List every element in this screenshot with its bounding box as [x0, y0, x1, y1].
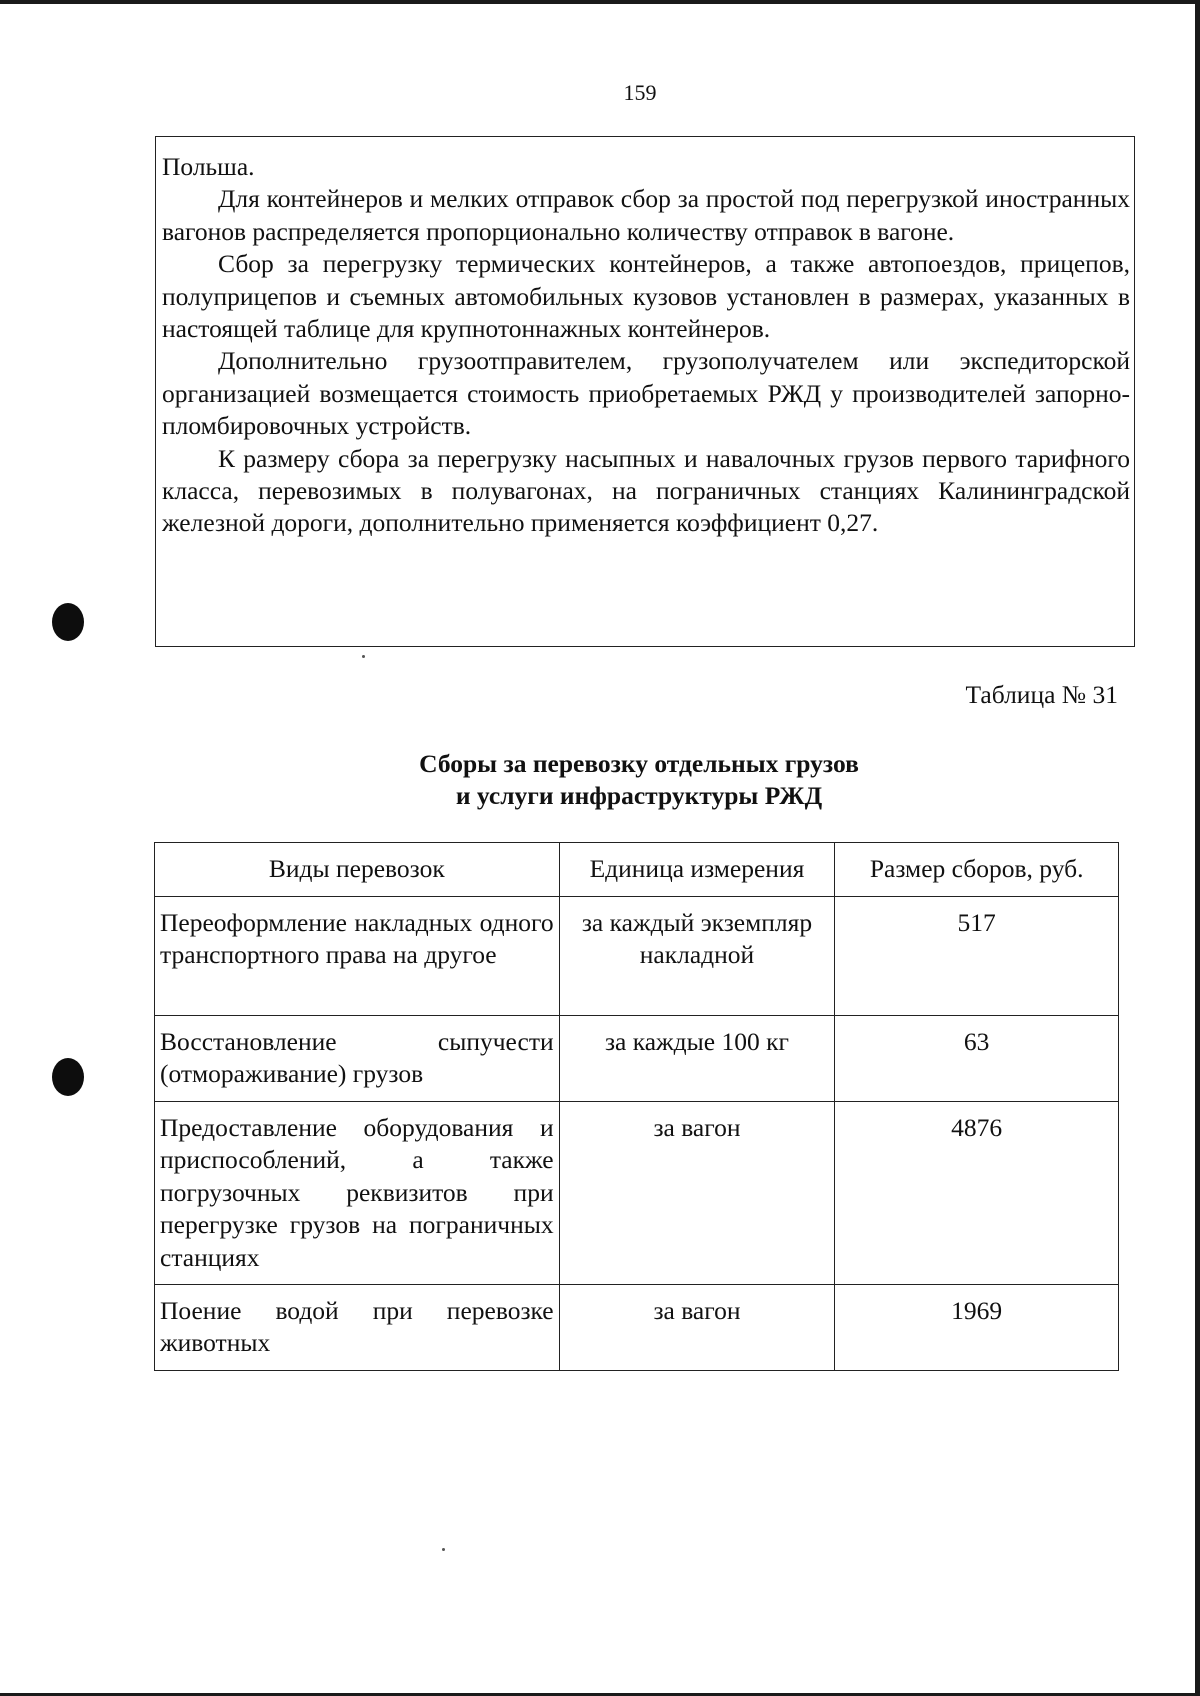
cell-unit: за вагон [559, 1285, 835, 1371]
cell-kind: Предоставление оборудования и приспособлений, а также погрузочных реквизитов при перегрузке грузов на пограничных станциях [155, 1102, 560, 1285]
table-row [155, 1016, 1119, 1102]
scan-speck [362, 655, 365, 658]
table-row [155, 897, 1119, 1016]
cell-kind: Поение водой при перевозке животных [155, 1285, 560, 1371]
cell-unit: за каждый экземпляр накладной [559, 897, 835, 1016]
note-paragraph: К размеру сбора за перегрузку насыпных и навалочных грузов первого тарифного класса, перевозимых в полувагонах, на пограничных станциях Калининградской железной дороги, дополнительно применяется коэффициент 0,27. [162, 443, 1130, 538]
cell-amount: 517 [835, 897, 1119, 1016]
table-row [155, 1285, 1119, 1371]
header-cell-kind: Виды перевозок [155, 843, 560, 897]
table-title-line: Сборы за перевозку отдельных грузов [419, 749, 859, 778]
cell-amount: 4876 [835, 1102, 1119, 1285]
cell-unit: за каждые 100 кг [559, 1016, 835, 1102]
header-cell-amount: Размер сборов, руб. [835, 843, 1119, 897]
scan-border-top [0, 0, 1200, 4]
table-header-row [155, 843, 1119, 897]
fees-table [154, 842, 1119, 1371]
cell-kind: Восстановление сыпучести (отмораживание) грузов [155, 1016, 560, 1102]
header-cell-unit: Единица измерения [559, 843, 835, 897]
cell-amount: 63 [835, 1016, 1119, 1102]
punch-hole-upper [52, 603, 84, 641]
note-paragraph: Дополнительно грузоотправителем, грузополучателем или экспедиторской организацией возмещается стоимость приобретаемых РЖД у производителей запорно-пломбировочных устройств. [162, 346, 1130, 441]
table-title [155, 748, 1123, 812]
table-row [155, 1102, 1119, 1285]
note-paragraph: Польша. [162, 152, 255, 181]
note-box [155, 136, 1135, 647]
cell-kind: Переоформление накладных одного транспортного права на другое [155, 897, 560, 1016]
table-label: Таблица № 31 [965, 680, 1118, 709]
note-paragraph: Сбор за перегрузку термических контейнеров, а также автопоездов, прицепов, полуприцепов и съемных автомобильных кузовов установлен в размерах, указанных в настоящей таблице для крупнотоннажных контейнеров. [162, 249, 1130, 344]
table-title-line: и услуги инфраструктуры РЖД [455, 781, 823, 810]
page-number: 159 [623, 80, 657, 105]
punch-hole-lower [52, 1058, 84, 1096]
cell-amount: 1969 [835, 1285, 1119, 1371]
scan-border-right [1195, 0, 1200, 1696]
cell-unit: за вагон [559, 1102, 835, 1285]
note-paragraph: Для контейнеров и мелких отправок сбор за простой под перегрузкой иностранных вагонов распределяется пропорционально количеству отправок в вагоне. [162, 184, 1130, 246]
scan-speck [442, 1548, 445, 1551]
